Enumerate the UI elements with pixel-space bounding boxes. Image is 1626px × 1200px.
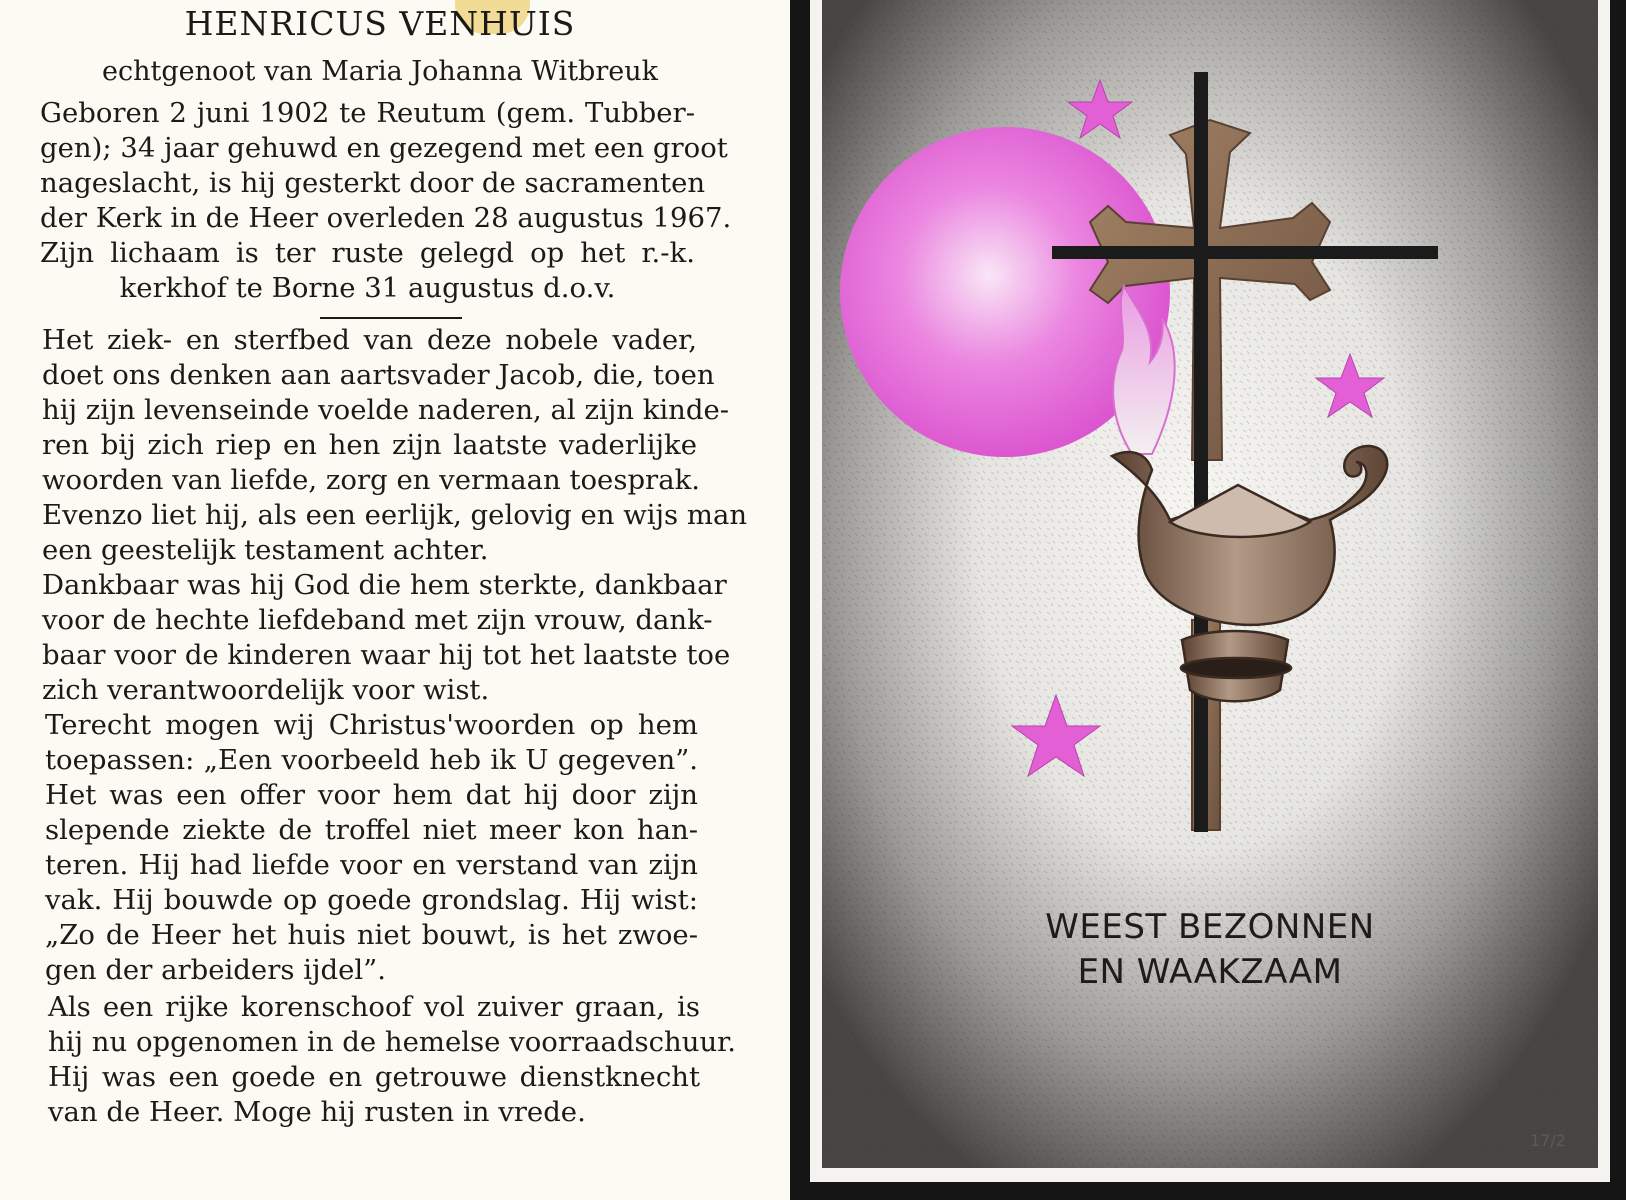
craft-line: gen der arbeiders ijdel”. — [45, 954, 386, 986]
tribute-line: woorden van liefde, zorg en vermaan toesprak. — [42, 464, 700, 496]
closing-line: hij nu opgenomen in de hemelse voorraadschuur. — [48, 1026, 737, 1058]
gratitude-line: baar voor de kinderen waar hij tot het laatste toe — [42, 639, 731, 671]
tribute-line: Evenzo liet hij, als een eerlijk, gelovig en wijs man — [42, 499, 748, 531]
craft-line: slepende ziekte de troffel niet meer kon han- — [45, 814, 698, 846]
craft-line: „Zo de Heer het huis niet bouwt, is het zwoe- — [45, 919, 698, 951]
closing-line: van de Heer. Moge hij rusten in vrede. — [48, 1096, 586, 1128]
devotional-illustration — [790, 0, 1626, 1200]
gratitude-line: zich verantwoordelijk voor wist. — [42, 674, 490, 706]
motto-line-1: WEEST BEZONNEN — [1045, 907, 1375, 947]
tribute-line: een geestelijk testament achter. — [42, 534, 489, 566]
closing-line: Als een rijke korenschoof vol zuiver graan, is — [48, 991, 700, 1023]
motto — [990, 905, 1430, 995]
bio-paragraph — [40, 96, 732, 306]
bio-line: kerkhof te Borne 31 augustus d.o.v. — [119, 272, 616, 304]
bio-line: Zijn lichaam is ter ruste gelegd op het r.-k. — [40, 237, 695, 269]
tribute-line: hij zijn levenseinde voelde naderen, al zijn kinde- — [42, 394, 730, 426]
tribute-line: doet ons denken aan aartsvader Jacob, die, toen — [42, 359, 715, 391]
craft-paragraph — [45, 708, 698, 988]
motto-line-2: EN WAAKZAAM — [1077, 952, 1343, 992]
spouse-line: echtgenoot van Maria Johanna Witbreuk — [102, 56, 658, 87]
text-side — [0, 0, 790, 1200]
craft-line: teren. Hij had liefde voor en verstand van zijn — [45, 849, 698, 881]
craft-line: Terecht mogen wij Christus'woorden op hem — [45, 709, 698, 741]
print-code: 17/2 — [1530, 1131, 1566, 1150]
deceased-name: HENRICUS VENHUIS — [184, 4, 576, 43]
tribute-paragraph — [42, 323, 748, 568]
tribute-line: ren bij zich riep en hen zijn laatste vaderlijke — [42, 429, 697, 461]
gratitude-paragraph — [42, 568, 731, 708]
bio-line: gen); 34 jaar gehuwd en gezegend met een groot — [40, 132, 728, 164]
thin-cross-horizontal — [1052, 246, 1438, 259]
bio-line: der Kerk in de Heer overleden 28 augustus 1967. — [40, 202, 732, 234]
closing-line: Hij was een goede en getrouwe dienstknecht — [48, 1061, 700, 1093]
bio-line: nageslacht, is hij gesterkt door de sacramenten — [40, 167, 706, 199]
bio-line: Geboren 2 juni 1902 te Reutum (gem. Tubber- — [40, 97, 695, 129]
craft-line: Het was een offer voor hem dat hij door zijn — [45, 779, 698, 811]
craft-line: toepassen: „Een voorbeeld heb ik U gegeven”. — [45, 744, 698, 776]
section-divider — [320, 317, 462, 319]
gratitude-line: voor de hechte liefdeband met zijn vrouw, dank- — [42, 604, 713, 636]
craft-line: vak. Hij bouwde op goede grondslag. Hij wist: — [45, 884, 698, 916]
gratitude-line: Dankbaar was hij God die hem sterkte, dankbaar — [42, 569, 727, 601]
thin-cross-vertical — [1194, 72, 1208, 832]
closing-paragraph — [48, 990, 737, 1130]
picture-side — [790, 0, 1626, 1200]
tribute-line: Het ziek- en sterfbed van deze nobele vader, — [42, 324, 697, 356]
